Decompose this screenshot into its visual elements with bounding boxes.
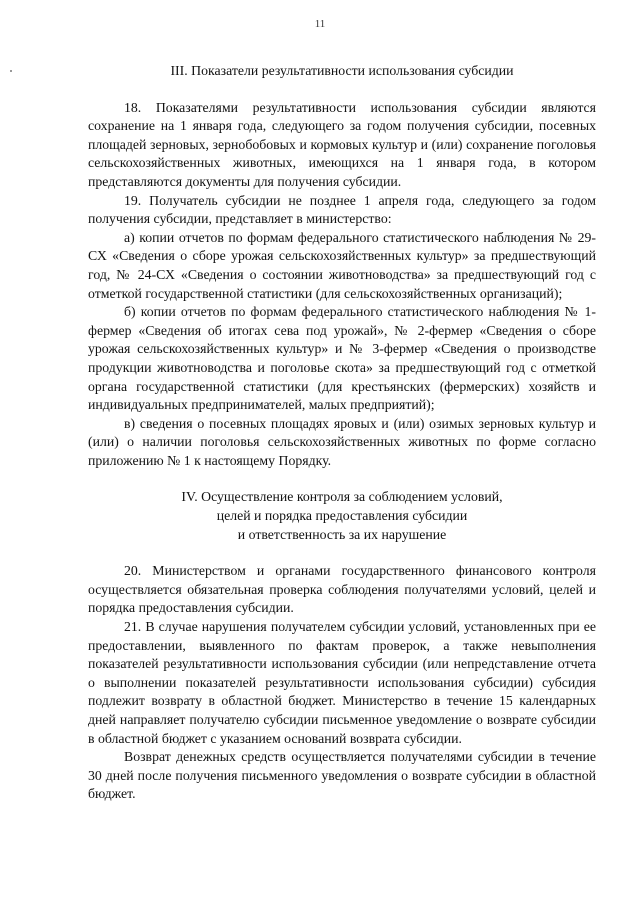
paragraph-21: 21. В случае нарушения получателем субсидии условий, установленных при ее предоставлении, выявленного по фактам проверок, а также невыполнения показателей результативности использования субсидии (или непредставление отчета о выполнении показателей результативности использования субсидии) субсидия подлежит возврату в областной бюджет. Министерство в течение 15 календарных дней направляет получателю субсидии письменное уведомление о возврате субсидии в областной бюджет с указанием оснований возврата субсидии. xyxy=(88,619,596,746)
paragraph-20: 20. Министерством и органами государственного финансового контроля осуществляется обязательная проверка соблюдения получателями условий, целей и порядка предоставления субсидии. xyxy=(88,563,596,616)
section-4-heading xyxy=(88,488,596,544)
section-4-heading-line-3: и ответственность за их нарушение xyxy=(237,526,447,542)
paragraph-19-b: б) копии отчетов по формам федерального статистического наблюдения № 1-фермер «Сведения об итогах сева под урожай», № 2-фермер «Сведения о сборе урожая сельскохозяйственных культур» и № 3-фермер «Сведения о производстве продукции животноводства и поголовье скота» за предшествующий год с отметкой органа государственной статистики (для крестьянских (фермерских) хозяйств и индивидуальных предпринимателей, малых предприятий); xyxy=(88,304,596,413)
section-3-heading: III. Показатели результативности использования субсидии xyxy=(170,63,514,78)
section-4-heading-line-2: целей и порядка предоставления субсидии xyxy=(216,508,468,524)
scan-speck xyxy=(10,70,12,72)
paragraph-19-a: а) копии отчетов по формам федерального статистического наблюдения № 29-СХ «Сведения о сборе урожая сельскохозяйственных культур» за предшествующий год, № 24-СХ «Сведения о состоянии животноводства» за предшествующий год с отметкой государственной статистики (для сельскохозяйственных организаций); xyxy=(88,229,596,301)
paragraph-18: 18. Показателями результативности использования субсидии являются сохранение на 1 января года, следующего за годом получения субсидии, посевных площадей зерновых, зернобобовых и кормовых культур и (или) сохранение поголовья сельскохозяйственных животных, имеющихся на 1 января года, в котором представляются документы для получения субсидии. xyxy=(88,99,596,189)
paragraph-19-c: в) сведения о посевных площадях яровых и (или) озимых зерновых культур и (или) о наличии поголовья сельскохозяйственных животных по форме согласно приложению № 1 к настоящему Порядку. xyxy=(88,415,596,468)
document-body xyxy=(88,62,596,804)
section-4-heading-line-1: IV. Осуществление контроля за соблюдением условий, xyxy=(181,489,503,505)
paragraph-19: 19. Получатель субсидии не позднее 1 апреля года, следующего за годом получения субсидии, представляет в министерство: xyxy=(88,192,596,227)
paragraph-return: Возврат денежных средств осуществляется получателями субсидии в течение 30 дней после получения письменного уведомления о возврате субсидии в областной бюджет. xyxy=(88,749,596,802)
page-number: 11 xyxy=(314,18,326,30)
